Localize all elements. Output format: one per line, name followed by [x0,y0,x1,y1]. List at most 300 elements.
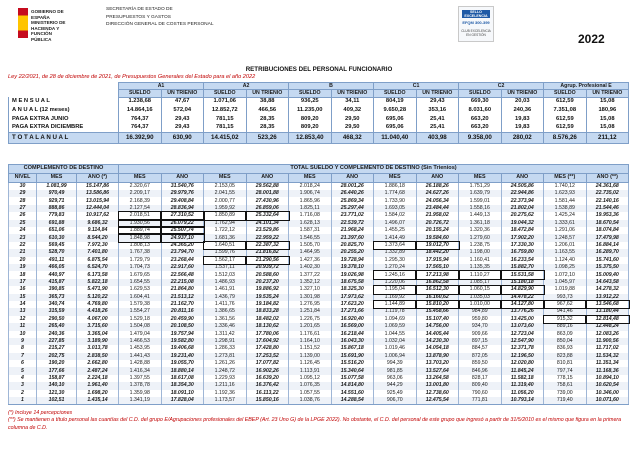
complement-cell: 18.482,02 [246,316,289,323]
complement-cell: 6.524,70 [77,264,119,271]
department-line: DIRECCIÓN GENERAL DE COSTES PERSONAL [106,22,214,27]
complement-cell: 24.056,34 [416,197,459,204]
complement-cell: 1.722,12 [204,227,247,234]
complement-cell: 1.276,95 [289,301,332,308]
sueldo-header: SUELDO [119,90,162,97]
complement-cell: 959,80 [459,316,502,323]
complement-col-header: AÑO (**) [586,174,629,183]
summary-cell: 1.238,68 [119,97,162,106]
trienio-header: UN TRIENIO [501,90,544,97]
seal-bottom-text: CLUB EXCELENCIA EN GESTIÓN [461,29,491,37]
complement-row [9,190,629,197]
complement-cell: 13.703,20 [416,360,459,367]
complement-cell: 1.529,18 [119,316,162,323]
complement-cell: 13.776,26 [501,308,544,315]
complement-col-header: MES (**) [544,174,587,183]
complement-cell: 1.279,60 [459,234,502,241]
complement-cell: 11.534,32 [586,353,629,360]
complement-cell: 16.043,30 [331,338,374,345]
nivel-cell: 10 [9,331,37,338]
nivel-cell: 3 [9,382,37,389]
summary-cell: 15,08 [586,115,629,124]
sueldo-header: SUELDO [459,90,502,97]
nivel-cell: 12 [9,316,37,323]
complement-cell: 1.581,44 [544,197,587,204]
complement-cell: 1.466,53 [119,338,162,345]
complement-cell: 1.414,49 [374,234,417,241]
complement-cell: 1.164,10 [289,338,332,345]
total-cell: 8.576,26 [544,133,587,144]
complement-cell: 1.095,12 [289,375,332,382]
complement-cell: 18.675,58 [331,279,374,286]
complement-cell: 102,51 [37,397,77,405]
complement-cell: 14.551,60 [331,390,374,397]
complement-cell: 967,62 [544,301,587,308]
summary-cell: 180,96 [586,106,629,115]
complement-cell: 26.859,06 [246,205,289,212]
complement-cell: 28.001,88 [246,190,289,197]
complement-row [9,382,629,389]
complement-cell: 809,40 [459,382,502,389]
complement-cell: 1.245,16 [374,271,417,278]
complement-cell: 11.351,34 [586,360,629,367]
complement-cell: 13.015,94 [77,197,119,204]
complement-cell: 1.160,41 [459,257,502,264]
complement-cell: 1.629,53 [119,286,162,293]
complement-cell: 13.180,44 [586,308,629,315]
complement-cell: 1.291,06 [544,227,587,234]
complement-cell: 12.814,48 [586,316,629,323]
complement-cell: 11.717,02 [586,345,629,352]
complement-cell: 15.009,40 [586,271,629,278]
complement-cell: 1.848,98 [119,234,162,241]
nivel-cell: 26 [9,212,37,219]
complement-cell: 994,39 [374,360,417,367]
complement-cell: 13.073,60 [501,323,544,330]
excellence-seal [458,6,494,42]
complement-cell: 17.902,20 [501,234,544,241]
complement-col-header: AÑO [501,174,544,183]
complement-cell: 21.544,46 [586,205,629,212]
complement-cell: 18.354,30 [161,382,204,389]
complement-cell: 771,81 [459,397,502,405]
complement-cell: 26.440,26 [331,190,374,197]
complement-cell: 16.639,20 [246,375,289,382]
summary-cell: 20,03 [501,97,544,106]
complement-cell: 24.365,20 [161,242,204,249]
group-header: Agrup. Profesional E [544,83,629,90]
complement-cell: 1.135,35 [459,264,502,271]
seal-mid-text: EFQM 300-399 [462,20,490,25]
complement-cell: 1.386,65 [204,308,247,315]
complement-cell: 22.566,48 [161,271,204,278]
complement-cell: 1.562,17 [204,257,247,264]
complement-cell: 1.035,03 [459,294,502,301]
complement-cell: 3.715,60 [77,323,119,330]
complement-cell: 23.794,70 [161,249,204,256]
complement-cell: 1.455,25 [374,227,417,234]
complement-cell: 1.681,36 [204,234,247,241]
complement-cell: 29.979,76 [161,190,204,197]
complement-cell: 27.430,96 [246,197,289,204]
summary-cell: 29,43 [161,115,204,124]
summary-row-label: A N U A L (12 meses) [9,106,119,115]
complement-cell: 739,00 [544,390,587,397]
summary-cell: 25,41 [416,124,459,133]
complement-cell: 12.475,54 [416,397,459,405]
complement-cell: 1.961,40 [77,382,119,389]
complement-cell: 1.126,45 [289,360,332,367]
complement-row [9,390,629,397]
complement-cell: 18.130,62 [246,323,289,330]
complement-cell: 21.958,02 [416,212,459,219]
complement-cell: 929,71 [37,197,77,204]
complement-cell: 21.513,12 [161,294,204,301]
summary-row [9,115,629,124]
complement-cell: 16.233,54 [501,257,544,264]
complement-cell: 20.108,50 [161,323,204,330]
complement-row [9,264,629,271]
footnote: (**) Se mantienen a título personal las cuantías del C.D. del grupo E/Agrupaciones profesionales del EBEP (Art. 23 Uno G) de la LPGE 2022). No obstante, el C.D. del personal de este grupo que ingresó a partir de 31/5/2010 es el mismo que figura en la primera columna de C.D. [8,417,622,431]
complement-cell: 22.387,32 [246,242,289,249]
complement-cell: 17.780,06 [246,331,289,338]
nivel-cell: 7 [9,353,37,360]
complement-cell: 21.864,80 [161,286,204,293]
complement-cell: 1.486,93 [204,279,247,286]
complement-cell: 17.330,30 [501,242,544,249]
complement-cell: 13.001,80 [416,382,459,389]
complement-cell: 18.617,08 [161,375,204,382]
complement-cell: 17.428,80 [246,345,289,352]
complement-cell: 1.286,33 [204,345,247,352]
nivel-cell: 29 [9,190,37,197]
complement-row [9,397,629,405]
complement-cell: 1.076,35 [289,382,332,389]
complement-cell: 1.333,61 [544,220,587,227]
complement-cell: 17.479,98 [586,234,629,241]
nivel-cell: 23 [9,234,37,241]
complement-cell: 23.484,44 [416,205,459,212]
complement-cell: 1.226,75 [289,316,332,323]
complement-cell: 13.586,86 [77,190,119,197]
complement-cell: 19.406,68 [161,345,204,352]
complement-cell: 14.278,32 [586,286,629,293]
summary-cell: 353,16 [416,106,459,115]
nivel-cell: 21 [9,249,37,256]
complement-cell: 11.845,24 [501,367,544,374]
complement-cell: 18.074,84 [586,227,629,234]
complement-row [9,286,629,293]
summary-cell: 695,06 [374,124,417,133]
complement-cell: 440,97 [37,271,77,278]
complement-cell: 315,59 [37,308,77,315]
complement-cell: 1.038,76 [289,397,332,405]
complement-cell: 1.163,55 [544,249,587,256]
complement-cell: 1.270,24 [374,264,417,271]
complement-cell: 941,46 [544,308,587,315]
complement-cell: 31.540,76 [161,183,204,191]
complement-cell: 1.081,99 [37,183,77,191]
complement-cell: 22.373,94 [501,197,544,204]
complement-cell: 16.759,80 [501,249,544,256]
complement-cell: 2.018,51 [119,212,162,219]
summary-cell: 804,19 [374,97,417,106]
complement-row [9,257,629,264]
complement-cell: 14.478,22 [501,294,544,301]
complement-cell: 466,05 [37,264,77,271]
complement-cell: 17.623,20 [331,301,374,308]
complement-cell: 1.751,29 [459,183,502,191]
complement-cell: 1.336,46 [204,323,247,330]
complement-cell: 1.206,01 [544,242,587,249]
complement-cell: 1.698,20 [77,390,119,397]
complement-row [9,279,629,286]
complement-cell: 11.168,36 [586,367,629,374]
complement-cell: 240,36 [37,331,77,338]
complement-cell: 415,87 [37,279,77,286]
complement-cell: 190,20 [37,360,77,367]
total-cell: 211,12 [586,133,629,144]
complement-col-header: MES [204,174,247,183]
complement-cell: 779,83 [37,212,77,219]
complement-col-header: MES [37,174,77,183]
complement-cell: 790,60 [459,390,502,397]
total-row-label: T O T A L A N U A L [9,133,119,144]
complement-cell: 17.973,62 [331,294,374,301]
complement-cell: 18.670,54 [586,220,629,227]
complement-cell: 1.248,72 [204,367,247,374]
complement-cell: 13.912,22 [586,294,629,301]
complement-cell: 140,10 [37,382,77,389]
complement-cell: 24.937,10 [161,234,204,241]
complement-row [9,331,629,338]
total-row [9,133,629,144]
complement-cell: 1.886,18 [374,183,417,191]
summary-cell: 29,43 [161,124,204,133]
complement-cell: 22.539,72 [331,220,374,227]
complement-cell: 1.060,15 [459,286,502,293]
complement-cell: 1.628,13 [289,220,332,227]
complement-cell: 1.436,79 [204,294,247,301]
complement-cell: 177,66 [37,367,77,374]
complement-cell: 1.402,30 [289,264,332,271]
summary-cell: 29,50 [331,115,374,124]
complement-cell: 1.411,76 [204,301,247,308]
complement-cell: 23.771,02 [331,212,374,219]
summary-cell: 28,35 [246,124,289,133]
complement-cell: 4.418,26 [77,308,119,315]
page-subtitle: Ley 22/2021, de 28 de diciembre de 2021, de Presupuestos Generales del Estado para el año 2022 [8,74,256,80]
nivel-cell: 22 [9,242,37,249]
complement-cell: 1.453,95 [119,345,162,352]
complement-cell: 3.365,04 [77,331,119,338]
blank-header [9,83,119,90]
complement-cell: 1.378,78 [119,382,162,389]
complement-col-header: MES [459,174,502,183]
complement-cell: 158,87 [37,375,77,382]
summary-cell: 663,20 [459,115,502,124]
complement-cell: 1.464,95 [289,249,332,256]
summary-cell: 38,88 [246,97,289,106]
summary-cell: 9.650,28 [374,106,417,115]
complement-cell: 859,50 [459,360,502,367]
summary-row [9,106,629,115]
complement-cell: 15.340,64 [331,367,374,374]
complement-cell: 2.487,24 [77,367,119,374]
complement-cell: 897,15 [459,338,502,345]
complement-cell: 12.020,80 [501,360,544,367]
complement-cell: 1.261,26 [204,360,247,367]
complement-cell: 14.756,00 [416,323,459,330]
complement-cell: 1.311,42 [204,331,247,338]
complement-cell: 1.110,27 [459,271,502,278]
complement-cell: 1.359,98 [119,390,162,397]
complement-cell: 1.554,27 [119,308,162,315]
complement-cell: 4.769,80 [77,301,119,308]
complement-row [9,197,629,204]
nivel-cell: 18 [9,271,37,278]
complement-cell: 1.301,98 [289,294,332,301]
complement-row [9,249,629,256]
sueldo-header: SUELDO [289,90,332,97]
complement-cell: 889,16 [544,323,587,330]
complement-cell: 22.959,22 [246,234,289,241]
complement-cell: 719,40 [544,397,587,405]
complement-cell: 1.906,74 [289,190,332,197]
salary-summary-table [8,82,629,144]
complement-cell: 16.289,70 [586,249,629,256]
complement-cell: 21.397,60 [331,234,374,241]
complement-cell: 1.332,89 [374,249,417,256]
complement-cell: 3.013,78 [77,345,119,352]
complement-row [9,375,629,382]
complement-cell: 202,75 [37,353,77,360]
complement-cell: 1.435,14 [77,397,119,405]
complement-cell: 22.735,02 [586,190,629,197]
summary-cell: 612,59 [544,115,587,124]
complement-row [9,353,629,360]
complement-cell: 2.168,39 [119,197,162,204]
department-lines [106,6,214,29]
complement-cell: 15.077,58 [331,375,374,382]
summary-cell: 612,59 [544,124,587,133]
complement-cell: 19.378,10 [331,264,374,271]
complement-cell: 1.427,36 [289,257,332,264]
blank-header [9,90,119,97]
complement-cell: 16.113,22 [246,390,289,397]
complement-cell: 1.808,13 [119,242,162,249]
complement-cell: 823,88 [544,353,587,360]
complement-cell: 13.264,58 [416,375,459,382]
complement-cell: 2.320,67 [119,183,162,191]
complement-cell: 290,50 [37,316,77,323]
complement-right-title: TOTAL SUELDO Y COMPLEMENTO DE DESTINO (Sin Trienios) [119,165,629,174]
summary-cell: 1.071,06 [204,97,247,106]
complement-cell: 18.091,10 [161,390,204,397]
nivel-cell: 16 [9,286,37,293]
complement-cell: 1.449,13 [459,212,502,219]
complement-cell: 29.562,88 [246,183,289,191]
complement-cell: 5.120,22 [77,294,119,301]
complement-cell: 1.327,10 [289,286,332,293]
complement-cell: 15.375,50 [586,264,629,271]
complement-cell: 23.529,86 [246,227,289,234]
sueldo-header: SUELDO [544,90,587,97]
complement-cell: 18.325,30 [331,286,374,293]
complement-cell: 18.833,28 [246,308,289,315]
complement-cell: 7.972,30 [77,242,119,249]
complement-cell: 1.587,31 [289,227,332,234]
complement-cell: 1.537,11 [204,264,247,271]
complement-cell: 1.558,16 [459,205,502,212]
nivel-cell: 5 [9,367,37,374]
complement-cell: 1.094,69 [374,316,417,323]
complement-cell: 2.000,77 [204,197,247,204]
complement-cell: 2.018,24 [289,183,332,191]
complement-cell: 1.504,08 [119,323,162,330]
complement-cell: 1.195,04 [374,286,417,293]
summary-cell: 7.351,08 [544,106,587,115]
complement-cell: 651,06 [37,227,77,234]
footnotes [8,410,632,432]
department-line: PRESUPUESTOS Y GASTOS [106,14,171,20]
total-cell: 12.853,40 [289,133,332,144]
complement-cell: 1.546,55 [289,234,332,241]
complement-cell: 1.623,93 [544,190,587,197]
complement-cell: 17.271,66 [331,308,374,315]
complement-cell: 1.397,55 [119,375,162,382]
group-header-row [9,83,629,90]
complement-cell: 2.153,05 [204,183,247,191]
sueldo-header: SUELDO [374,90,417,97]
complement-cell: 17.828,04 [161,397,204,405]
complement-cell: 10.620,54 [586,382,629,389]
complement-row [9,220,629,227]
summary-cell: 409,32 [331,106,374,115]
complement-cell: 16.884,14 [586,242,629,249]
complement-cell: 884,57 [459,345,502,352]
group-header: A2 [204,83,289,90]
complement-cell: 1.425,24 [544,212,587,219]
summary-cell: 25,41 [416,115,459,124]
complement-cell: 934,70 [459,323,502,330]
complement-cell: 3.189,90 [77,338,119,345]
department-line: SECRETARÍA DE ESTADO DE [106,7,173,12]
complement-cell: 2.209,17 [119,190,162,197]
complement-cell: 1.729,79 [119,257,162,264]
complement-cell: 14.405,44 [416,331,459,338]
subheader-row [9,90,629,97]
complement-cell: 13.425,00 [501,316,544,323]
complement-cell: 1.496,07 [374,220,417,227]
complement-cell: 1.512,03 [204,271,247,278]
complement-cell: 16.160,62 [416,294,459,301]
group-header: C1 [374,83,459,90]
year-label: 2022 [578,32,605,46]
complement-cell: 1.930,56 [119,220,162,227]
nivel-cell: 28 [9,197,37,204]
complement-cell: 21.816,82 [246,249,289,256]
complement-cell: 1.584,02 [374,212,417,219]
total-cell: 16.392,90 [119,133,162,144]
complement-cell: 1.006,94 [374,353,417,360]
complement-cell: 16.218,44 [331,331,374,338]
complement-cell: 10.071,60 [586,397,629,405]
complement-row [9,345,629,352]
complement-cell: 1.679,65 [119,271,162,278]
complement-cell: 14.127,80 [501,301,544,308]
summary-row [9,97,629,106]
